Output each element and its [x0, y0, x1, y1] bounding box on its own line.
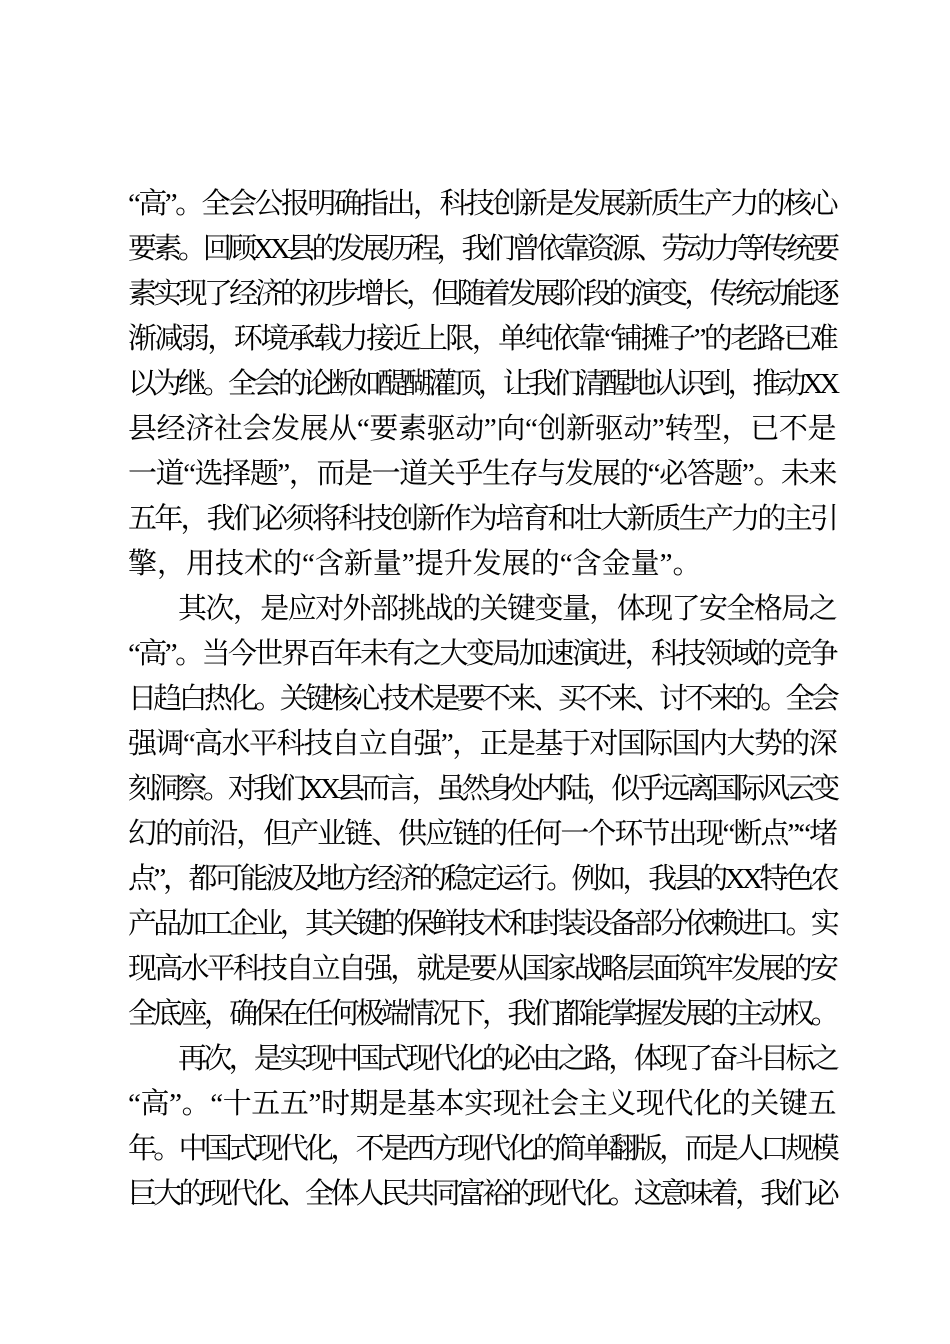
text-line: “高”。当今世界百年未有之大变局加速演进，科技领域的竞争	[128, 638, 836, 670]
document-body-text	[128, 182, 836, 1217]
text-line: 刻洞察。对我们XX县而言，虽然身处内陆，似乎远离国际风云变	[128, 773, 836, 805]
text-line: “高”。“十五五”时期是基本实现社会主义现代化的关键五	[128, 1088, 836, 1120]
text-line: 全底座，确保在任何极端情况下，我们都能掌握发展的主动权。	[128, 998, 836, 1030]
text-line: “高”。全会公报明确指出，科技创新是发展新质生产力的核心	[128, 188, 836, 220]
text-line: 产品加工企业，其关键的保鲜技术和封装设备部分依赖进口。实	[128, 908, 836, 940]
text-line: 素实现了经济的初步增长，但随着发展阶段的演变，传统动能逐	[128, 278, 836, 310]
paragraph	[128, 587, 836, 1037]
text-line: 年。中国式现代化，不是西方现代化的简单翻版，而是人口规模	[128, 1133, 836, 1165]
text-line: 巨大的现代化、全体人民共同富裕的现代化。这意味着，我们必	[128, 1178, 836, 1210]
text-line: 渐减弱，环境承载力接近上限，单纯依靠“铺摊子”的老路已难	[128, 323, 836, 355]
text-line: 五年，我们必须将科技创新作为培育和壮大新质生产力的主引	[128, 503, 836, 535]
text-line: 日趋白热化。关键核心技术是要不来、买不来、讨不来的。全会	[128, 683, 836, 715]
text-line: 以为继。全会的论断如醍醐灌顶，让我们清醒地认识到，推动XX	[128, 368, 836, 400]
text-line: 再次，是实现中国式现代化的必由之路，体现了奋斗目标之	[178, 1043, 836, 1075]
text-line: 县经济社会发展从“要素驱动”向“创新驱动”转型，已不是	[128, 413, 836, 445]
text-line: 擎，用技术的“含新量”提升发展的“含金量”。	[128, 548, 702, 580]
text-line: 点”，都可能波及地方经济的稳定运行。例如，我县的XX特色农	[128, 863, 836, 895]
paragraph	[128, 1037, 836, 1217]
text-line: 要素。回顾XX县的发展历程，我们曾依靠资源、劳动力等传统要	[128, 233, 836, 265]
text-line: 其次，是应对外部挑战的关键变量，体现了安全格局之	[178, 593, 836, 625]
text-line: 一道“选择题”，而是一道关乎生存与发展的“必答题”。未来	[128, 458, 836, 490]
text-line: 强调“高水平科技自立自强”，正是基于对国际国内大势的深	[128, 728, 836, 760]
text-line: 现高水平科技自立自强，就是要从国家战略层面筑牢发展的安	[128, 953, 836, 985]
paragraph	[128, 182, 836, 587]
text-line: 幻的前沿，但产业链、供应链的任何一个环节出现“断点”“堵	[128, 818, 836, 850]
